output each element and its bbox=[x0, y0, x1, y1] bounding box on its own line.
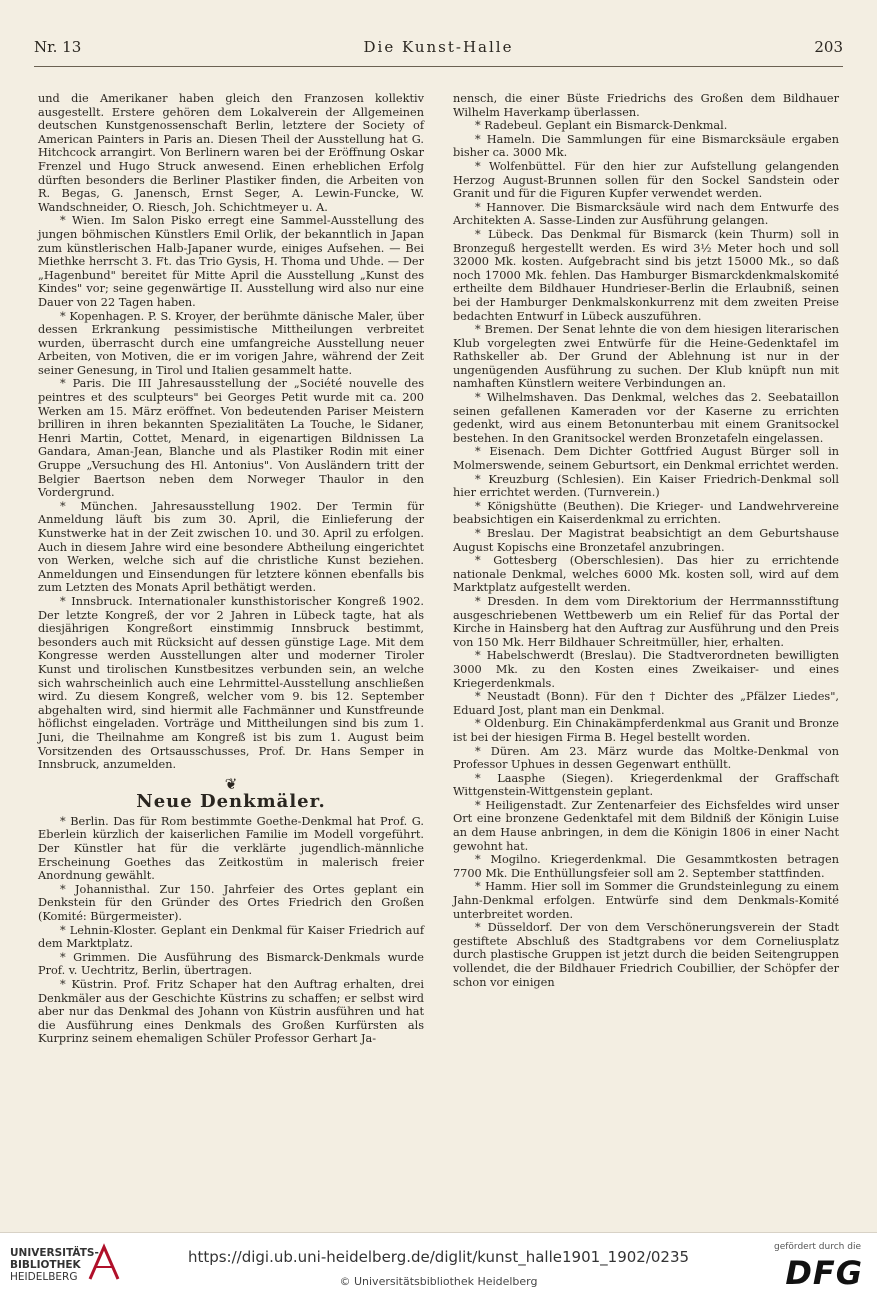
paragraph: * Berlin. Das für Rom bestimmte Goethe-Denkmal hat Prof. G. Eberlein kürzlich der kaiserlichen Familie im Modell vorgeführt. Der Künstler hat für die verklärte jugendlich-männliche Erscheinung Goethes das Zeitkostüm in malerisch freier Anordnung gewählt. bbox=[38, 814, 424, 883]
paragraph: * Lübeck. Das Denkmal für Bismarck (kein Thurm) soll in Bronzeguß hergestellt werden. Es wird 3½ Meter hoch und soll 32000 Mk. kosten. Aufgebracht sind bis jetzt 15000 Mk., so daß noch 17000 Mk. fehlen. Das Hamburger Bismarckdenkmalskomité ertheilte dem Bildhauer Hundrieser-Berlin die Erlaubniß, seinen bei der Hamburger Denkmalskonkurrenz mit dem zweiten Preise bedachten Entwurf in Lübeck auszuführen. bbox=[453, 227, 839, 323]
library-name-line: BIBLIOTHEK bbox=[10, 1259, 81, 1271]
funding-note: gefördert durch die bbox=[774, 1242, 861, 1252]
paragraph: * Gottesberg (Oberschlesien). Das hier zu errichtende nationale Denkmal, welches 6000 Mk. kosten soll, wird auf dem Marktplatz aufgestellt werden. bbox=[453, 554, 839, 595]
paragraph: * Breslau. Der Magistrat beabsichtigt an dem Geburtshause August Kopischs eine Bronzetafel anzubringen. bbox=[453, 527, 839, 554]
section-heading: Neue Denkmäler. bbox=[136, 791, 326, 813]
library-name-line: UNIVERSITÄTS- bbox=[10, 1247, 99, 1259]
paragraph: * Lehnin-Kloster. Geplant ein Denkmal für Kaiser Friedrich auf dem Marktplatz. bbox=[38, 923, 424, 951]
paragraph: * Oldenburg. Ein Chinakämpferdenkmal aus Granit und Bronze ist bei der hiesigen Firma B. Hegel bestellt worden. bbox=[453, 717, 839, 744]
paragraph: * Mogilno. Kriegerdenkmal. Die Gesammtkosten betragen 7700 Mk. Die Enthüllungsfeier soll am 2. September stattfinden. bbox=[453, 853, 839, 880]
paragraph: nensch, die einer Büste Friedrichs des Großen dem Bildhauer Wilhelm Haverkamp überlassen. bbox=[453, 92, 839, 119]
paragraph: * Radebeul. Geplant ein Bismarck-Denkmal. bbox=[475, 119, 728, 133]
left-column bbox=[38, 92, 424, 1046]
copyright-text: © Universitätsbibliothek Heidelberg bbox=[339, 1275, 538, 1288]
paragraph: * Bremen. Der Senat lehnte die von dem hiesigen literarischen Klub vorgelegten zwei Entwürfe für die Heine-Gedenktafel im Rathskeller ab. Der Grund der Ablehnung ist nur in der ungenügenden Ausführung zu suchen. Der Klub knüpft nun mit namhaften Künstlern weitere Verbindungen an. bbox=[453, 323, 839, 391]
paragraph: * Hannover. Die Bismarcksäule wird nach dem Entwurfe des Architekten A. Sasse-Linden zur Ausführung gelangen. bbox=[453, 200, 839, 228]
paragraph: * Düren. Am 23. März wurde das Moltke-Denkmal von Professor Uphues in dessen Gegenwart enthüllt. bbox=[453, 744, 839, 772]
paragraph: * Grimmen. Die Ausführung des Bismarck-Denkmals wurde Prof. v. Uechtritz, Berlin, übertragen. bbox=[38, 950, 424, 978]
paragraph: * Königshütte (Beuthen). Die Krieger- und Landwehrvereine beabsichtigen ein Kaiserdenkmal zu errichten. bbox=[453, 499, 839, 527]
paragraph: * Kopenhagen. P. S. Kroyer, der berühmte dänische Maler, über dessen Erkrankung pessimistische Mittheilungen verbreitet wurden, überrascht durch eine umfangreiche Ausstellung neuer Arbeiten, von Motiven, die er im vorigen Jahre, während der Zeit seiner Genesung, in Tirol und Italien gesammelt hatte. bbox=[38, 309, 424, 377]
issue-number: Nr. 13 bbox=[34, 38, 82, 56]
ornament-icon: ❦ bbox=[224, 774, 238, 793]
paragraph: * Innsbruck. Internationaler kunsthistorischer Kongreß 1902. Der letzte Kongreß, der vor 2 Jahren in Lübeck tagte, hat als diesjährigen Kongreßort einstimmig Innsbruck bestimmt, besonders auch mit Rücksicht auf dessen günstige Lage. Mit dem Kongresse werden Ausstellungen alter und moderner Tiroler Kunst und tirolischen Kunstbesitzes verbunden sein, an welche sich wahrscheinlich auch eine Lehrmittel-Ausstellung anschließen wird. Zu diesem Kongreß, welcher vom 9. bis 12. September abgehalten wird, sind hiermit alle Fachmänner und Kunstfreunde höflichst eingeladen. Vorträge und Mittheilungen sind bis zum 1. Juni, die Theilnahme am Kongreß ist bis zum 1. August beim Vorsitzenden des Ortsausschusses, Prof. Dr. Hans Semper in Innsbruck, anzumelden. bbox=[38, 594, 424, 772]
paragraph: * Laasphe (Siegen). Kriegerdenkmal der Graffschaft Wittgenstein-Wittgenstein geplant. bbox=[453, 771, 839, 799]
paragraph: * Neustadt (Bonn). Für den † Dichter des „Pfälzer Liedes", Eduard Jost, plant man ein Denkmal. bbox=[453, 690, 839, 717]
viewer-footer bbox=[0, 1232, 877, 1301]
paragraph: * Dresden. In dem vom Direktorium der Herrmannsstiftung ausgeschriebenen Wettbewerb um ein Relief für das Portal der Kirche in Hainsberg hat den Auftrag zur Ausführung und den Preis von 150 Mk. Herr Bildhauer Schreitmüller, hier, erhalten. bbox=[453, 594, 839, 649]
header-rule bbox=[34, 66, 843, 67]
paragraph: * Küstrin. Prof. Fritz Schaper hat den Auftrag erhalten, drei Denkmäler aus der Geschichte Küstrins zu schaffen; er selbst wird aber nur das Denkmal des Johann von Küstrin ausführen und hat die Ausführung eines Denkmals des Großen Kurfürsten als Kurprinz seinem ehemaligen Schüler Professor Gerhart Ja- bbox=[38, 978, 424, 1046]
dfg-logo[interactable]: DFG bbox=[785, 1254, 863, 1292]
journal-title: Die Kunst-Halle bbox=[363, 38, 514, 56]
paragraph: und die Amerikaner haben gleich den Franzosen kollektiv ausgestellt. Erstere gehören dem Lokalverein der Allgemeinen deutschen Kunstgenossenschaft Berlin, letztere der Society of American Painters in Paris an. Diesen Theil der Ausstellung hat G. Hitchcock arrangirt. Von Berlinern waren bei der Eröffnung Oskar Frenzel und Hugo Struck anwesend. Einen erheblichen Erfolg dürften besonders die Berliner Plastiker finden, die Arbeiten von R. Begas, G. Janensch, Ernst Seger, A. Lewin-Funcke, W. Wandschneider, O. Riesch, Joh. Schichtmeyer u. A. bbox=[38, 92, 424, 214]
paragraph: * Kreuzburg (Schlesien). Ein Kaiser Friedrich-Denkmal soll hier errichtet werden. (Turnverein.) bbox=[453, 472, 839, 500]
paragraph: * Wolfenbüttel. Für den hier zur Aufstellung gelangenden Herzog August-Brunnen sollen für den Sockel Sandstein oder Granit und für die Figuren Kupfer verwendet werden. bbox=[453, 159, 839, 201]
paragraph: * Johannisthal. Zur 150. Jahrfeier des Ortes geplant ein Denkstein für den Gründer des Ortes Friedrich den Großen (Komité: Bürgermeister). bbox=[38, 882, 424, 924]
paragraph: * Paris. Die III Jahresausstellung der „Société nouvelle des peintres et des sculpteurs" bei Georges Petit wurde mit ca. 200 Werken am 15. März eröffnet. Von bedeutenden Pariser Meistern brilliren in ihren bekannten Spezialitäten La Touche, le Sidaner, Henri Martin, Cottet, Menard, in eigenartigen Bildnissen La Gandara, Aman-Jean, Blanche und als Plastiker Rodin mit einer Gruppe „Versuchung des Hl. Antonius". Von Ausländern tritt der Belgier Baertson neben dem Norweger Thaulor in den Vordergrund. bbox=[38, 377, 424, 500]
page-url-link[interactable]: https://digi.ub.uni-heidelberg.de/diglit/kunst_halle1901_1902/0235 bbox=[187, 1248, 690, 1266]
paragraph: * Heiligenstadt. Zur Zentenarfeier des Eichsfeldes wird unser Ort eine bronzene Gedenktafel mit dem Bildniß der Königin Luise an dem Hause anbringen, in dem die Königin 1806 in einer Nacht gewohnt hat. bbox=[453, 798, 839, 853]
paragraph: * Eisenach. Dem Dichter Gottfried August Bürger soll in Molmerswende, seinem Geburtsort, ein Denkmal errichtet werden. bbox=[453, 445, 839, 473]
paragraph: * Düsseldorf. Der von dem Verschönerungsverein der Stadt gestiftete Abschluß des Stadtgrabens vor dem Corneliusplatz durch plastische Gruppen ist jetzt durch die beiden Seitengruppen vollendet, die der Bildhauer Friedrich Coubillier, der Schöpfer der schon vor einigen bbox=[453, 921, 839, 989]
running-header bbox=[34, 38, 843, 62]
paragraph: * München. Jahresausstellung 1902. Der Termin für Anmeldung läuft bis zum 30. April, die Einlieferung der Kunstwerke hat in der Zeit zwischen 10. und 30. April zu erfolgen. Auch in diesem Jahre wird eine besondere Abtheilung eingerichtet von Werken, welche sich auf die christliche Kunst beziehen. Anmeldungen und Einsendungen für letztere können ebenfalls bis zum Letzten des Monats April bethätigt werden. bbox=[38, 499, 424, 595]
paragraph: * Wien. Im Salon Pisko erregt eine Sammel-Ausstellung des jungen böhmischen Künstlers Emil Orlik, der bekanntlich in Japan zum künstlerischen Halb-Japaner wurde, einiges Aufsehen. — Bei Miethke herrscht 3. Ft. das Trio Gysis, H. Thoma und Uhde. — Der „Hagenbund" bereitet für Mitte April die Ausstellung „Kunst des Kindes" vor; seine gegenwärtige II. Ausstellung wird also nur eine Dauer von 22 Tagen haben. bbox=[38, 214, 424, 309]
page-number: 203 bbox=[814, 38, 843, 56]
paragraph: * Wilhelmshaven. Das Denkmal, welches das 2. Seebataillon seinen gefallenen Kameraden vor der Kaserne zu errichten gedenkt, wird aus einem Betonunterbau mit einem Granitsockel bestehen. In den Granitsockel werden Bronzetafeln eingelassen. bbox=[453, 391, 839, 445]
paragraph: * Hameln. Die Sammlungen für eine Bismarcksäule ergaben bisher ca. 3000 Mk. bbox=[453, 132, 839, 160]
library-name-line: HEIDELBERG bbox=[10, 1271, 78, 1283]
paragraph: * Hamm. Hier soll im Sommer die Grundsteinlegung zu einem Jahn-Denkmal erfolgen. Entwürfe sind dem Denkmals-Komité unterbreitet worden. bbox=[453, 880, 839, 921]
paragraph: * Habelschwerdt (Breslau). Die Stadtverordneten bewilligten 3000 Mk. zu den Kosten eines Zweikaiser- und eines Kriegerdenkmals. bbox=[453, 649, 839, 690]
right-column bbox=[453, 92, 839, 989]
